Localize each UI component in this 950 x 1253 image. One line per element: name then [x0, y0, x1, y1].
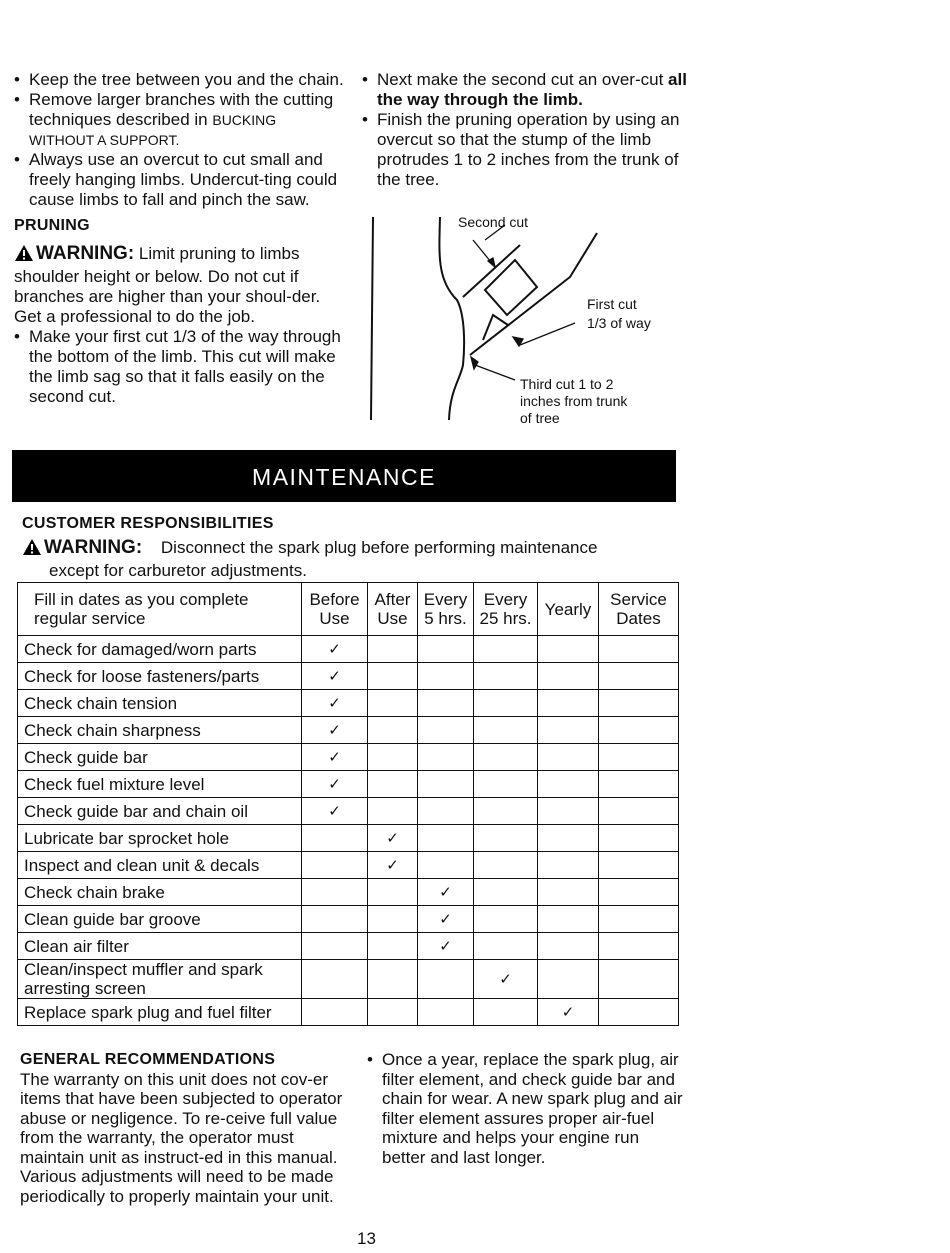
- header-yearly: Yearly: [538, 583, 599, 636]
- table-row: [18, 906, 679, 933]
- table-row: [18, 999, 679, 1026]
- check-mark-icon: ✓: [368, 825, 418, 852]
- task-cell: Check chain sharpness: [18, 717, 302, 744]
- empty-cell: [368, 744, 418, 771]
- check-mark-icon: ✓: [302, 636, 368, 663]
- empty-cell: [474, 906, 538, 933]
- limb-upper-edge: [463, 245, 520, 297]
- task-cell: Clean guide bar groove: [18, 906, 302, 933]
- check-mark-icon: ✓: [302, 798, 368, 825]
- task-cell: Inspect and clean unit & decals: [18, 852, 302, 879]
- table-row: [18, 771, 679, 798]
- empty-cell: [538, 690, 599, 717]
- header-every-5-hrs: Every 5 hrs.: [418, 583, 474, 636]
- list-item: • Keep the tree between you and the chain.: [14, 70, 344, 90]
- list-item: • Remove larger branches with the cutting techniques described in BUCKING WITHOUT A SUPPORT.: [14, 90, 344, 150]
- empty-cell: [474, 999, 538, 1026]
- table-row: [18, 690, 679, 717]
- cuts-list: [362, 70, 687, 190]
- empty-cell: [599, 960, 679, 999]
- pruning-warning: [14, 244, 344, 327]
- empty-cell: [538, 771, 599, 798]
- table-header-row: [18, 583, 679, 636]
- empty-cell: [418, 636, 474, 663]
- empty-cell: [302, 852, 368, 879]
- customer-section: [22, 514, 702, 581]
- table-row: [18, 636, 679, 663]
- empty-cell: [368, 771, 418, 798]
- empty-cell: [474, 771, 538, 798]
- empty-cell: [368, 636, 418, 663]
- warning-text: Disconnect the spark plug before performing maintenance: [160, 538, 598, 557]
- general-list: [367, 1050, 687, 1167]
- task-cell: Check guide bar: [18, 744, 302, 771]
- warning-text: Limit pruning to limbs shoulder height or below. Do not cut if branches are higher than your shoul-der. Get a professional to do the job.: [14, 244, 321, 326]
- empty-cell: [474, 852, 538, 879]
- empty-cell: [599, 852, 679, 879]
- empty-cell: [474, 879, 538, 906]
- list-item: • Once a year, replace the spark plug, air filter element, and check guide bar and chain for wear. A new spark plug and air filter element assures proper air-fuel mixture and helps your engine run better and last longer.: [367, 1050, 687, 1167]
- task-cell: Check fuel mixture level: [18, 771, 302, 798]
- empty-cell: [418, 771, 474, 798]
- check-mark-icon: ✓: [474, 960, 538, 999]
- task-cell: Clean air filter: [18, 933, 302, 960]
- empty-cell: [538, 636, 599, 663]
- header-task: Fill in dates as you complete regular service: [18, 583, 302, 636]
- empty-cell: [474, 636, 538, 663]
- general-heading: GENERAL RECOMMENDATIONS: [20, 1051, 276, 1068]
- pruning-heading: PRUNING: [14, 217, 90, 234]
- list-item: • Finish the pruning operation by using an overcut so that the stump of the limb protrudes 1 to 2 inches from the trunk of the tree.: [362, 110, 687, 190]
- empty-cell: [599, 717, 679, 744]
- task-cell: Check chain tension: [18, 690, 302, 717]
- tips-list: [14, 70, 344, 210]
- empty-cell: [368, 717, 418, 744]
- check-mark-icon: ✓: [418, 933, 474, 960]
- first-cut-list: [14, 327, 344, 407]
- second-cut-piece: [485, 260, 537, 315]
- check-mark-icon: ✓: [418, 879, 474, 906]
- list-item: • Make your first cut 1/3 of the way through the bottom of the limb. This cut will make the limb sag so that it falls easily on the second cut.: [14, 327, 344, 407]
- right-column: [362, 70, 687, 190]
- task-cell: Replace spark plug and fuel filter: [18, 999, 302, 1026]
- warning-text-continued: except for carburetor adjustments.: [49, 561, 307, 580]
- table-row: [18, 717, 679, 744]
- empty-cell: [599, 906, 679, 933]
- empty-cell: [368, 933, 418, 960]
- empty-cell: [599, 999, 679, 1026]
- empty-cell: [302, 906, 368, 933]
- check-mark-icon: ✓: [302, 771, 368, 798]
- empty-cell: [368, 879, 418, 906]
- empty-cell: [599, 636, 679, 663]
- page-number: 13: [357, 1229, 376, 1248]
- empty-cell: [368, 663, 418, 690]
- empty-cell: [302, 825, 368, 852]
- third-cut-label-1: Third cut 1 to 2: [520, 376, 614, 392]
- table-row: [18, 933, 679, 960]
- task-cell: Lubricate bar sprocket hole: [18, 825, 302, 852]
- trunk-left-edge: [371, 217, 373, 420]
- empty-cell: [538, 717, 599, 744]
- table-row: [18, 852, 679, 879]
- task-cell: Check for loose fasteners/parts: [18, 663, 302, 690]
- check-mark-icon: ✓: [302, 717, 368, 744]
- maintenance-warning: [22, 538, 702, 581]
- table-row: [18, 825, 679, 852]
- empty-cell: [368, 960, 418, 999]
- table-row: [18, 879, 679, 906]
- empty-cell: [538, 879, 599, 906]
- empty-cell: [538, 906, 599, 933]
- check-mark-icon: ✓: [368, 852, 418, 879]
- second-cut-label: Second cut: [458, 214, 529, 230]
- empty-cell: [418, 798, 474, 825]
- header-before-use: Before Use: [302, 583, 368, 636]
- general-text: The warranty on this unit does not cov-er items that have been subjected to operator abuse or negligence. To re-ceive full value from the warranty, the operator must maintain unit as instruct-ed in this manual. Various adjustments will need to be made periodically to properly maintain your unit.: [20, 1069, 343, 1206]
- empty-cell: [302, 999, 368, 1026]
- empty-cell: [418, 744, 474, 771]
- general-left: [20, 1050, 355, 1206]
- empty-cell: [474, 825, 538, 852]
- check-mark-icon: ✓: [302, 744, 368, 771]
- warning-triangle-icon: [22, 538, 42, 561]
- empty-cell: [538, 825, 599, 852]
- empty-cell: [599, 879, 679, 906]
- empty-cell: [418, 825, 474, 852]
- empty-cell: [368, 690, 418, 717]
- check-mark-icon: ✓: [302, 690, 368, 717]
- empty-cell: [418, 999, 474, 1026]
- empty-cell: [302, 960, 368, 999]
- empty-cell: [474, 690, 538, 717]
- table-body: [18, 636, 679, 1026]
- warning-label: WARNING:: [36, 243, 135, 264]
- customer-heading: CUSTOMER RESPONSIBILITIES: [22, 515, 274, 532]
- empty-cell: [302, 879, 368, 906]
- empty-cell: [599, 933, 679, 960]
- empty-cell: [474, 744, 538, 771]
- warning-label: WARNING:: [44, 537, 143, 558]
- empty-cell: [418, 960, 474, 999]
- empty-cell: [599, 744, 679, 771]
- left-column: [14, 70, 344, 407]
- first-cut-pointer: [520, 323, 575, 345]
- header-every-25-hrs: Every 25 hrs.: [474, 583, 538, 636]
- header-service-dates: Service Dates: [599, 583, 679, 636]
- task-cell: Check guide bar and chain oil: [18, 798, 302, 825]
- empty-cell: [599, 690, 679, 717]
- third-cut-label-2: inches from trunk: [520, 393, 628, 409]
- empty-cell: [538, 663, 599, 690]
- first-cut-label-1: First cut: [587, 296, 637, 312]
- empty-cell: [474, 798, 538, 825]
- empty-cell: [368, 999, 418, 1026]
- empty-cell: [599, 798, 679, 825]
- empty-cell: [538, 798, 599, 825]
- table-row: [18, 960, 679, 999]
- pruning-diagram: [365, 205, 675, 435]
- third-cut-label-3: of tree: [520, 410, 560, 426]
- task-cell: Check chain brake: [18, 879, 302, 906]
- first-cut-label-2: 1/3 of way: [587, 315, 651, 331]
- task-cell: Check for damaged/worn parts: [18, 636, 302, 663]
- empty-cell: [474, 717, 538, 744]
- table-row: [18, 744, 679, 771]
- maintenance-banner: MAINTENANCE: [12, 450, 676, 502]
- third-cut-pointer: [475, 365, 515, 380]
- warning-triangle-icon: [14, 244, 34, 267]
- check-mark-icon: ✓: [538, 999, 599, 1026]
- empty-cell: [302, 933, 368, 960]
- table-row: [18, 663, 679, 690]
- list-item: • Always use an overcut to cut small and freely hanging limbs. Undercut-ting could cause limbs to fall and pinch the saw.: [14, 150, 344, 210]
- empty-cell: [538, 960, 599, 999]
- list-item: • Next make the second cut an over-cut all the way through the limb.: [362, 70, 687, 110]
- empty-cell: [538, 933, 599, 960]
- empty-cell: [368, 798, 418, 825]
- empty-cell: [474, 663, 538, 690]
- general-right: [367, 1050, 687, 1167]
- empty-cell: [538, 744, 599, 771]
- maintenance-schedule-table: [17, 582, 679, 1026]
- bucking-reference: BUCKING WITHOUT A SUPPORT.: [29, 112, 277, 148]
- empty-cell: [418, 690, 474, 717]
- empty-cell: [599, 771, 679, 798]
- trunk-right-edge: [439, 217, 464, 420]
- empty-cell: [474, 933, 538, 960]
- empty-cell: [418, 717, 474, 744]
- empty-cell: [418, 663, 474, 690]
- empty-cell: [418, 852, 474, 879]
- empty-cell: [599, 825, 679, 852]
- table-row: [18, 798, 679, 825]
- empty-cell: [368, 906, 418, 933]
- empty-cell: [538, 852, 599, 879]
- check-mark-icon: ✓: [302, 663, 368, 690]
- check-mark-icon: ✓: [418, 906, 474, 933]
- task-cell: Clean/inspect muffler and spark arresting screen: [18, 960, 302, 999]
- empty-cell: [599, 663, 679, 690]
- header-after-use: After Use: [368, 583, 418, 636]
